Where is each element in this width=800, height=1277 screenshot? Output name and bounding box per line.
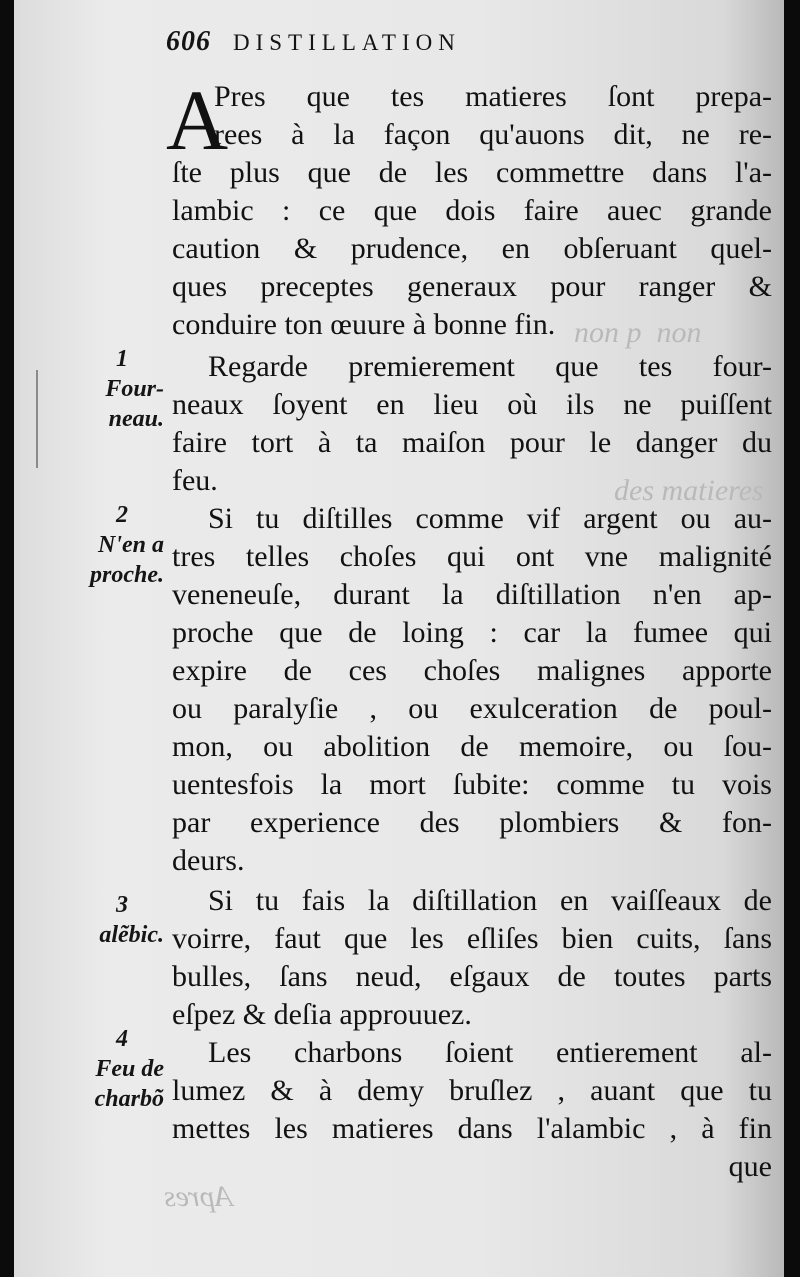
text-line: deurs. — [172, 844, 245, 877]
drop-cap: A — [166, 72, 229, 168]
text-line: lambic : ce que dois faire auec grande — [172, 194, 772, 227]
note-text: alẽbic. — [99, 922, 164, 948]
margin-note-3 — [34, 890, 164, 950]
text-line: ou paralyſie , ou exulceration de poul- — [172, 692, 772, 725]
paragraph-1 — [172, 78, 772, 344]
text-line: neaux ſoyent en lieu où ils ne puiſſent — [172, 388, 772, 421]
bleed-through-2: des matieres — [614, 474, 764, 507]
note-text: N'en a — [98, 532, 164, 558]
note-number: 4 — [116, 1026, 128, 1052]
text-line: proche que de loing : car la fumee qui — [172, 616, 772, 649]
note-text: neau. — [108, 406, 164, 432]
text-line: conduire ton œuure à bonne fin. — [172, 308, 556, 341]
bleed-through-3: Apres — [164, 1180, 233, 1213]
text-line: eſpez & deſia approuuez. — [172, 998, 472, 1031]
page-number: 606 — [166, 26, 211, 57]
page-header — [166, 26, 461, 58]
text-line: Pres que tes matieres ſont prepa- — [214, 80, 772, 113]
text-line: uentesfois la mort ſubite: comme tu vois — [172, 768, 772, 801]
text-line: caution & prudence, en obſeruant quel- — [172, 232, 772, 265]
note-text: charbõ — [94, 1086, 164, 1112]
text-line: Si tu diſtilles comme vif argent ou au- — [208, 502, 772, 535]
note-text: Four- — [105, 376, 164, 402]
paragraph-3 — [172, 500, 772, 880]
text-line: feu. — [172, 464, 218, 497]
text-line: rees à la façon qu'auons dit, ne re- — [214, 118, 772, 151]
text-line: Regarde premierement que tes four- — [208, 350, 772, 383]
margin-note-2 — [34, 500, 164, 590]
text-line: mettes les matieres dans l'alambic , à fin — [172, 1112, 772, 1145]
text-line: par experience des plombiers & fon- — [172, 806, 772, 839]
text-line: ques preceptes generaux pour ranger & — [172, 270, 772, 303]
paragraph-5 — [172, 1034, 772, 1186]
catch-line: que — [728, 1150, 772, 1183]
margin-note-4 — [34, 1024, 164, 1114]
text-line: faire tort à ta maiſon pour le danger du — [172, 426, 772, 459]
note-number: 3 — [116, 892, 128, 918]
text-line: bulles, ſans neud, eſgaux de toutes parts — [172, 960, 772, 993]
note-text: Feu de — [95, 1056, 164, 1082]
bleed-through-1: non p non — [574, 316, 702, 349]
text-line: mon, ou abolition de memoire, ou ſou- — [172, 730, 772, 763]
note-number: 1 — [116, 346, 128, 372]
text-line: voirre, faut que les eſliſes bien cuits, ſans — [172, 922, 772, 955]
paragraph-2 — [172, 348, 772, 500]
note-text: proche. — [90, 562, 164, 588]
text-line: expire de ces choſes malignes apporte — [172, 654, 772, 687]
text-line: Les charbons ſoient entierement al- — [208, 1036, 772, 1069]
text-line: ſte plus que de les commettre dans l'a- — [172, 156, 772, 189]
note-number: 2 — [116, 502, 128, 528]
text-line: veneneuſe, durant la diſtillation n'en ap- — [172, 578, 772, 611]
text-line: lumez & à demy bruſlez , auant que tu — [172, 1074, 772, 1107]
book-page — [14, 0, 784, 1277]
text-line: tres telles choſes qui ont vne malignité — [172, 540, 772, 573]
paragraph-4 — [172, 882, 772, 1034]
margin-note-1 — [34, 344, 164, 434]
text-line: Si tu fais la diſtillation en vaiſſeaux de — [208, 884, 772, 917]
running-title: DISTILLATION — [233, 30, 461, 55]
